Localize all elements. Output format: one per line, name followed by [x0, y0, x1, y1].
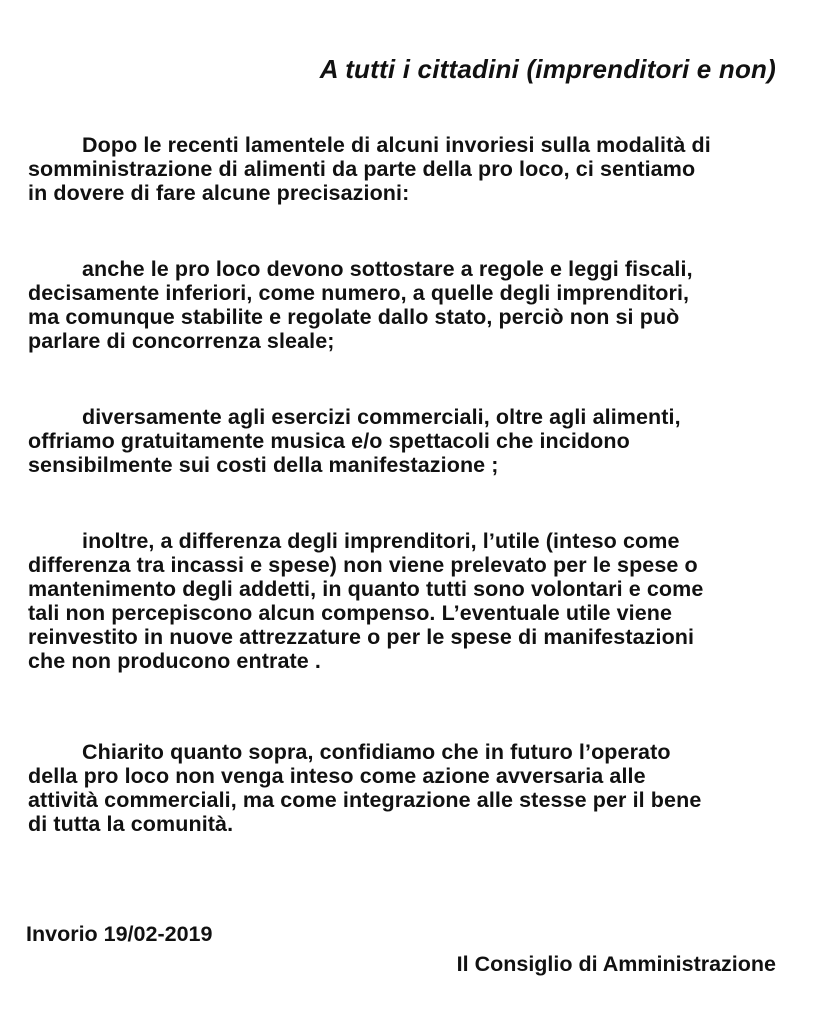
paragraph-line: somministrazione di alimenti da parte della pro loco, ci sentiamo [28, 157, 696, 181]
paragraph-line: attività commerciali, ma come integrazione alle stesse per il bene [28, 788, 702, 812]
paragraph-line: differenza tra incassi e spese) non viene prelevato per le spese o [28, 553, 698, 577]
paragraph-line: mantenimento degli addetti, in quanto tutti sono volontari e come [28, 577, 704, 601]
document-title: A tutti i cittadini (imprenditori e non) [319, 54, 776, 84]
paragraph-line: in dovere di fare alcune precisazioni: [28, 181, 410, 205]
signature: Il Consiglio di Amministrazione [456, 952, 776, 976]
paragraph-line: di tutta la comunità. [28, 812, 234, 836]
paragraph-line: decisamente inferiori, come numero, a quelle degli imprenditori, [28, 281, 690, 305]
paragraph-line: che non producono entrate . [28, 649, 321, 673]
paragraph-line: diversamente agli esercizi commerciali, oltre agli alimenti, [82, 405, 681, 429]
paragraph-line: tali non percepiscono alcun compenso. L’eventuale utile viene [28, 601, 673, 625]
paragraph-line: parlare di concorrenza sleale; [28, 329, 335, 353]
paragraph-line: della pro loco non venga inteso come azione avversaria alle [28, 764, 646, 788]
paragraph-line: sensibilmente sui costi della manifestazione ; [28, 453, 499, 477]
paragraph-line: reinvestito in nuove attrezzature o per le spese di manifestazioni [28, 625, 695, 649]
paragraph-line: anche le pro loco devono sottostare a regole e leggi fiscali, [82, 257, 693, 281]
paragraph-conclusion [28, 740, 803, 836]
paragraph-free-entertainment [28, 405, 803, 477]
paragraph-line: inoltre, a differenza degli imprenditori, l’utile (inteso come [82, 529, 680, 553]
place-date: Invorio 19/02-2019 [26, 922, 213, 946]
paragraph-line: Chiarito quanto sopra, confidiamo che in futuro l’operato [82, 740, 671, 764]
paragraph-line: Dopo le recenti lamentele di alcuni invoriesi sulla modalità di [82, 133, 711, 157]
paragraph-line: offriamo gratuitamente musica e/o spettacoli che incidono [28, 429, 630, 453]
paragraph-intro [28, 133, 803, 205]
paragraph-line: ma comunque stabilite e regolate dallo stato, perciò non si può [28, 305, 680, 329]
paragraph-volunteers [28, 529, 803, 673]
paragraph-fiscal-rules [28, 257, 803, 353]
